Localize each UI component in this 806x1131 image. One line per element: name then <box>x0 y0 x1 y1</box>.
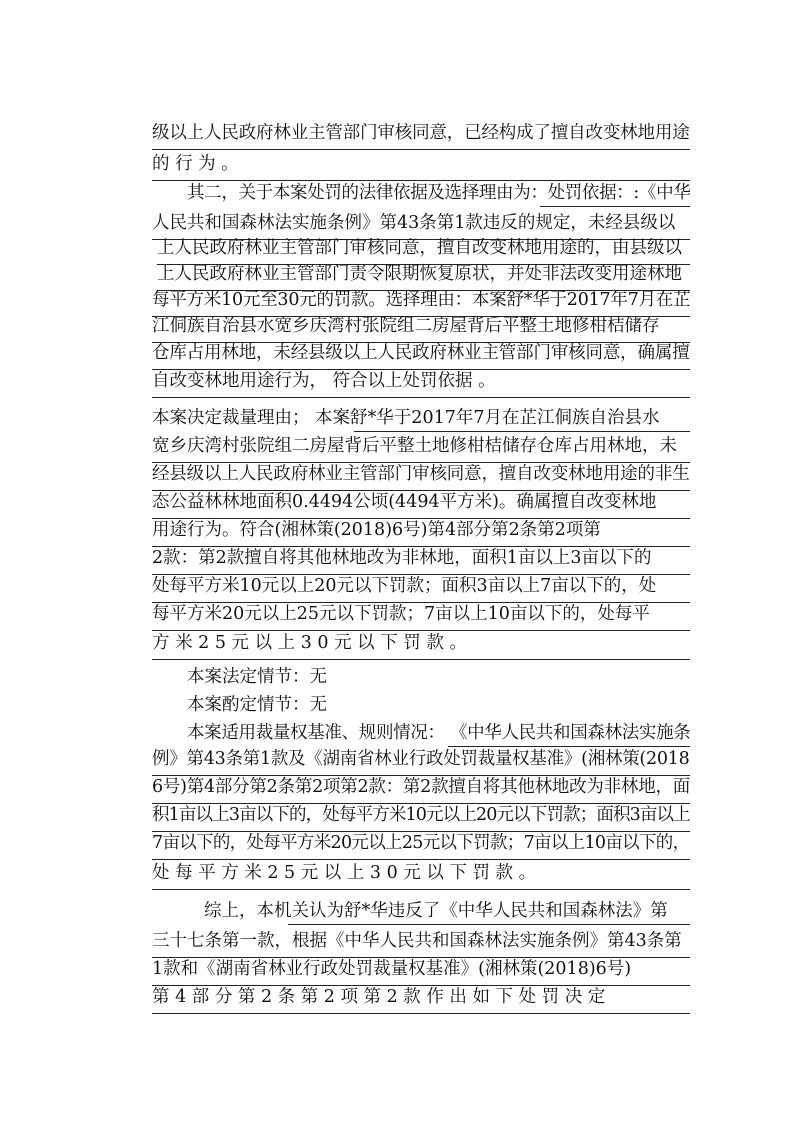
text-line: 第 4 部 分 第 2 条 第 2 项 第 2 款 作 出 如 下 处 罚 决 定 <box>152 982 690 1014</box>
underline-rule <box>448 746 690 747</box>
text-line: 经县级以上人民政府林业主管部门审核同意，擅自改变林地用途的非生 <box>152 459 690 491</box>
text-line: 上人民政府林业主管部门责令限期恢复原状，并处非法改变用途林地 <box>157 259 690 291</box>
text-line: 每平方米20元以上25元以下罚款；7亩以上10亩以下的，处每平 <box>152 599 690 631</box>
text-line: 人民共和国森林法实施条例》第43条第1款违反的规定，未经县级以 <box>152 208 690 240</box>
text-line: 上人民政府林业主管部门审核同意，擅自改变林地用途的，由县级以 <box>157 233 690 265</box>
text-line: 方 米 2 5 元 以 上 3 0 元 以 下 罚 款 。 <box>152 628 690 660</box>
text-line: 1款和《湖南省林业行政处罚裁量权基准》(湘林策(2018)6号) <box>152 954 690 986</box>
text-line: 处 每 平 方 米 2 5 元 以 上 3 0 元 以 下 罚 款 。 <box>152 858 690 890</box>
text-line: 的 行 为 。 <box>152 149 690 181</box>
text-line: 本案法定情节：无 <box>187 667 327 687</box>
text-line: 本案酌定情节：无 <box>187 695 327 715</box>
text-line: 6号)第4部分第2条第2项第2款：第2款擅自将其他林地改为非林地，面 <box>152 772 690 804</box>
text-line: 7亩以下的，处每平方米20元以上25元以下罚款；7亩以上10亩以下的， <box>152 828 690 860</box>
text-line: 仓库占用林地，未经县级以上人民政府林业主管部门审核同意，确属擅 <box>152 338 690 370</box>
text-line: 综上，本机关认为舒*华违反了《中华人民共和国森林法》第 <box>204 901 668 921</box>
text-line: 态公益林林地面积0.4494公顷(4494平方米)。确属擅自改变林地 <box>152 487 690 519</box>
text-line: 三十七条第一款，根据《中华人民共和国森林法实施条例》第43条第 <box>152 926 690 958</box>
text-line: 本案适用裁量权基准、规则情况： 《中华人民共和国森林法实施条 <box>187 723 690 743</box>
text-line: 江侗族自治县水宽乡庆湾村张院组二房屋背后平整土地修柑桔储存 <box>152 311 690 343</box>
text-line: 用途行为。符合(湘林策(2018)6号)第4部分第2条第2项第 <box>152 515 690 547</box>
text-line: 级以上人民政府林业主管部门审核同意，已经构成了擅自改变林地用途 <box>152 118 690 150</box>
text-line: 宽乡庆湾村张院组二房屋背后平整土地修柑桔储存仓库占用林地，未 <box>152 431 690 463</box>
underline-rule <box>288 924 690 925</box>
underline-rule <box>354 431 690 432</box>
text-line: 积1亩以上3亩以下的，处每平方米10元以上20元以下罚款；面积3亩以上 <box>152 800 690 832</box>
text-line: 处每平方米10元以上20元以下罚款；面积3亩以上7亩以下的，处 <box>152 571 690 603</box>
text-line: 本案决定裁量理由； 本案舒*华于2017年7月在芷江侗族自治县水 <box>152 408 660 428</box>
text-line: 2款：第2款擅自将其他林地改为非林地，面积1亩以上3亩以下的 <box>152 543 690 575</box>
underline-rule <box>540 206 690 207</box>
text-line: 每平方米10元至30元的罚款。选择理由：本案舒*华于2017年7月在芷 <box>152 285 690 317</box>
text-line: 自改变林地用途行为， 符合以上处罚依据 。 <box>152 366 690 398</box>
text-line: 其二，关于本案处罚的法律依据及选择理由为：处罚依据：:《中华 <box>187 183 690 203</box>
text-line: 例》第43条第1款及《湖南省林业行政处罚裁量权基准》(湘林策(2018 <box>152 744 690 776</box>
